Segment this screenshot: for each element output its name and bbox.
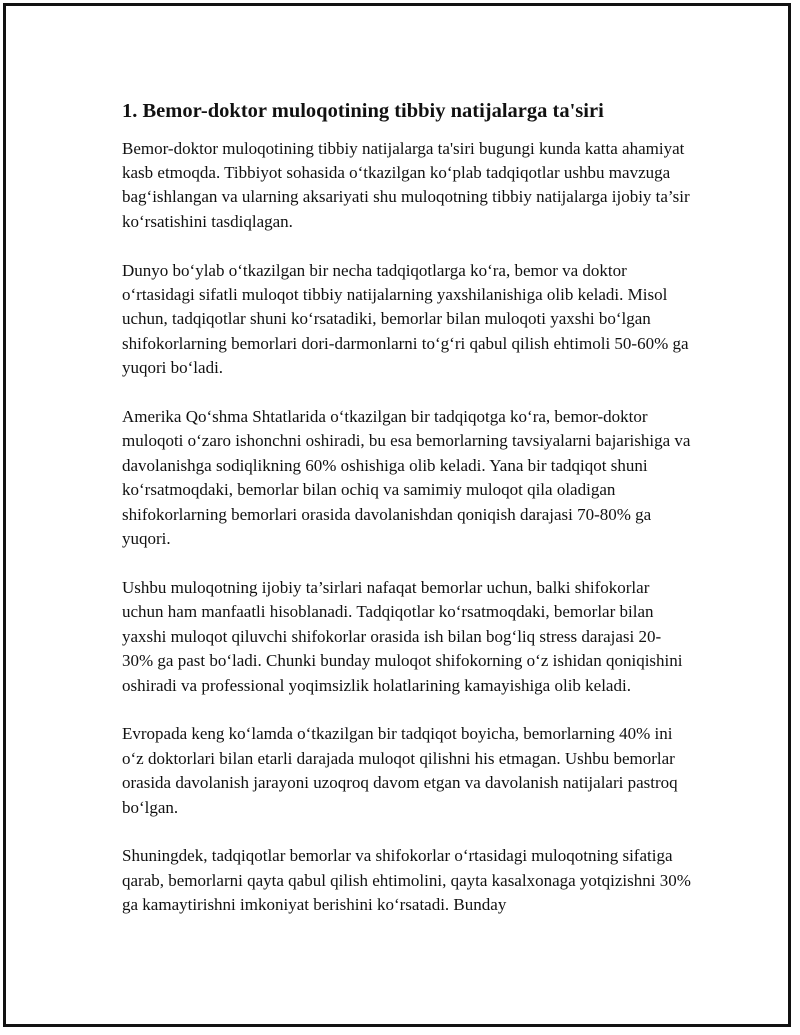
- document-body: [122, 98, 692, 942]
- section-heading: 1. Bemor-doktor muloqotining tibbiy natijalarga ta'siri: [122, 100, 604, 122]
- paragraph-3: Amerika Qo‘shma Shtatlarida o‘tkazilgan bir tadqiqotga ko‘ra, bemor-doktor muloqoti o‘zaro ishonchni oshiradi, bu esa bemorlarning tavsiyalarni bajarishiga va davolanishga sodiqlikning 60% oshishiga olib keladi. Yana bir tadqiqot shuni ko‘rsatmoqdaki, bemorlar bilan ochiq va samimiy muloqot qila oladigan shifokorlarning bemorlari orasida davolanishdan qoniqish darajasi 70-80% ga yuqori.: [122, 407, 691, 549]
- paragraph-2: Dunyo bo‘ylab o‘tkazilgan bir necha tadqiqotlarga ko‘ra, bemor va doktor o‘rtasidagi sifatli muloqot tibbiy natijalarning yaxshilanishiga olib keladi. Misol uchun, tadqiqotlar shuni ko‘rsatadiki, bemorlar bilan muloqoti yaxshi bo‘lgan shifokorlarning bemorlari dori-darmonlarni to‘g‘ri qabul qilish ehtimoli 50-60% ga yuqori bo‘ladi.: [122, 260, 689, 378]
- paragraph-1: Bemor-doktor muloqotining tibbiy natijalarga ta'siri bugungi kunda katta ahamiyat kasb etmoqda. Tibbiyot sohasida o‘tkazilgan ko‘plab tadqiqotlar ushbu mavzuga bag‘ishlangan va ularning aksariyati shu muloqotning tibbiy natijalarga ijobiy ta’sir ko‘rsatishini tasdiqlagan.: [122, 138, 690, 231]
- paragraph-4: Ushbu muloqotning ijobiy ta’sirlari nafaqat bemorlar uchun, balki shifokorlar uchun ham manfaatli hisoblanadi. Tadqiqotlar ko‘rsatmoqdaki, bemorlar bilan yaxshi muloqot qiluvchi shifokorlar orasida ish bilan bog‘liq stress darajasi 20-30% ga past bo‘ladi. Chunki bunday muloqot shifokorning o‘z ishidan qoniqishini oshiradi va professional yoqimsizlik holatlarining kamayishiga olib keladi.: [122, 577, 683, 695]
- paragraph-5: Evropada keng ko‘lamda o‘tkazilgan bir tadqiqot boyicha, bemorlarning 40% ini o‘z doktorlari bilan etarli darajada muloqot qilishni his etmagan. Ushbu bemorlar orasida davolanish jarayoni uzoqroq davom etgan va davolanish natijalari pastroq bo‘lgan.: [122, 724, 678, 817]
- paragraph-6: Shuningdek, tadqiqotlar bemorlar va shifokorlar o‘rtasidagi muloqotning sifatiga qarab, bemorlarni qayta qabul qilish ehtimolini, qayta kasalxonaga yotqizishni 30% ga kamaytirishni imkoniyat berishini ko‘rsatadi. Bunday: [122, 846, 691, 915]
- page-frame: [3, 3, 791, 1027]
